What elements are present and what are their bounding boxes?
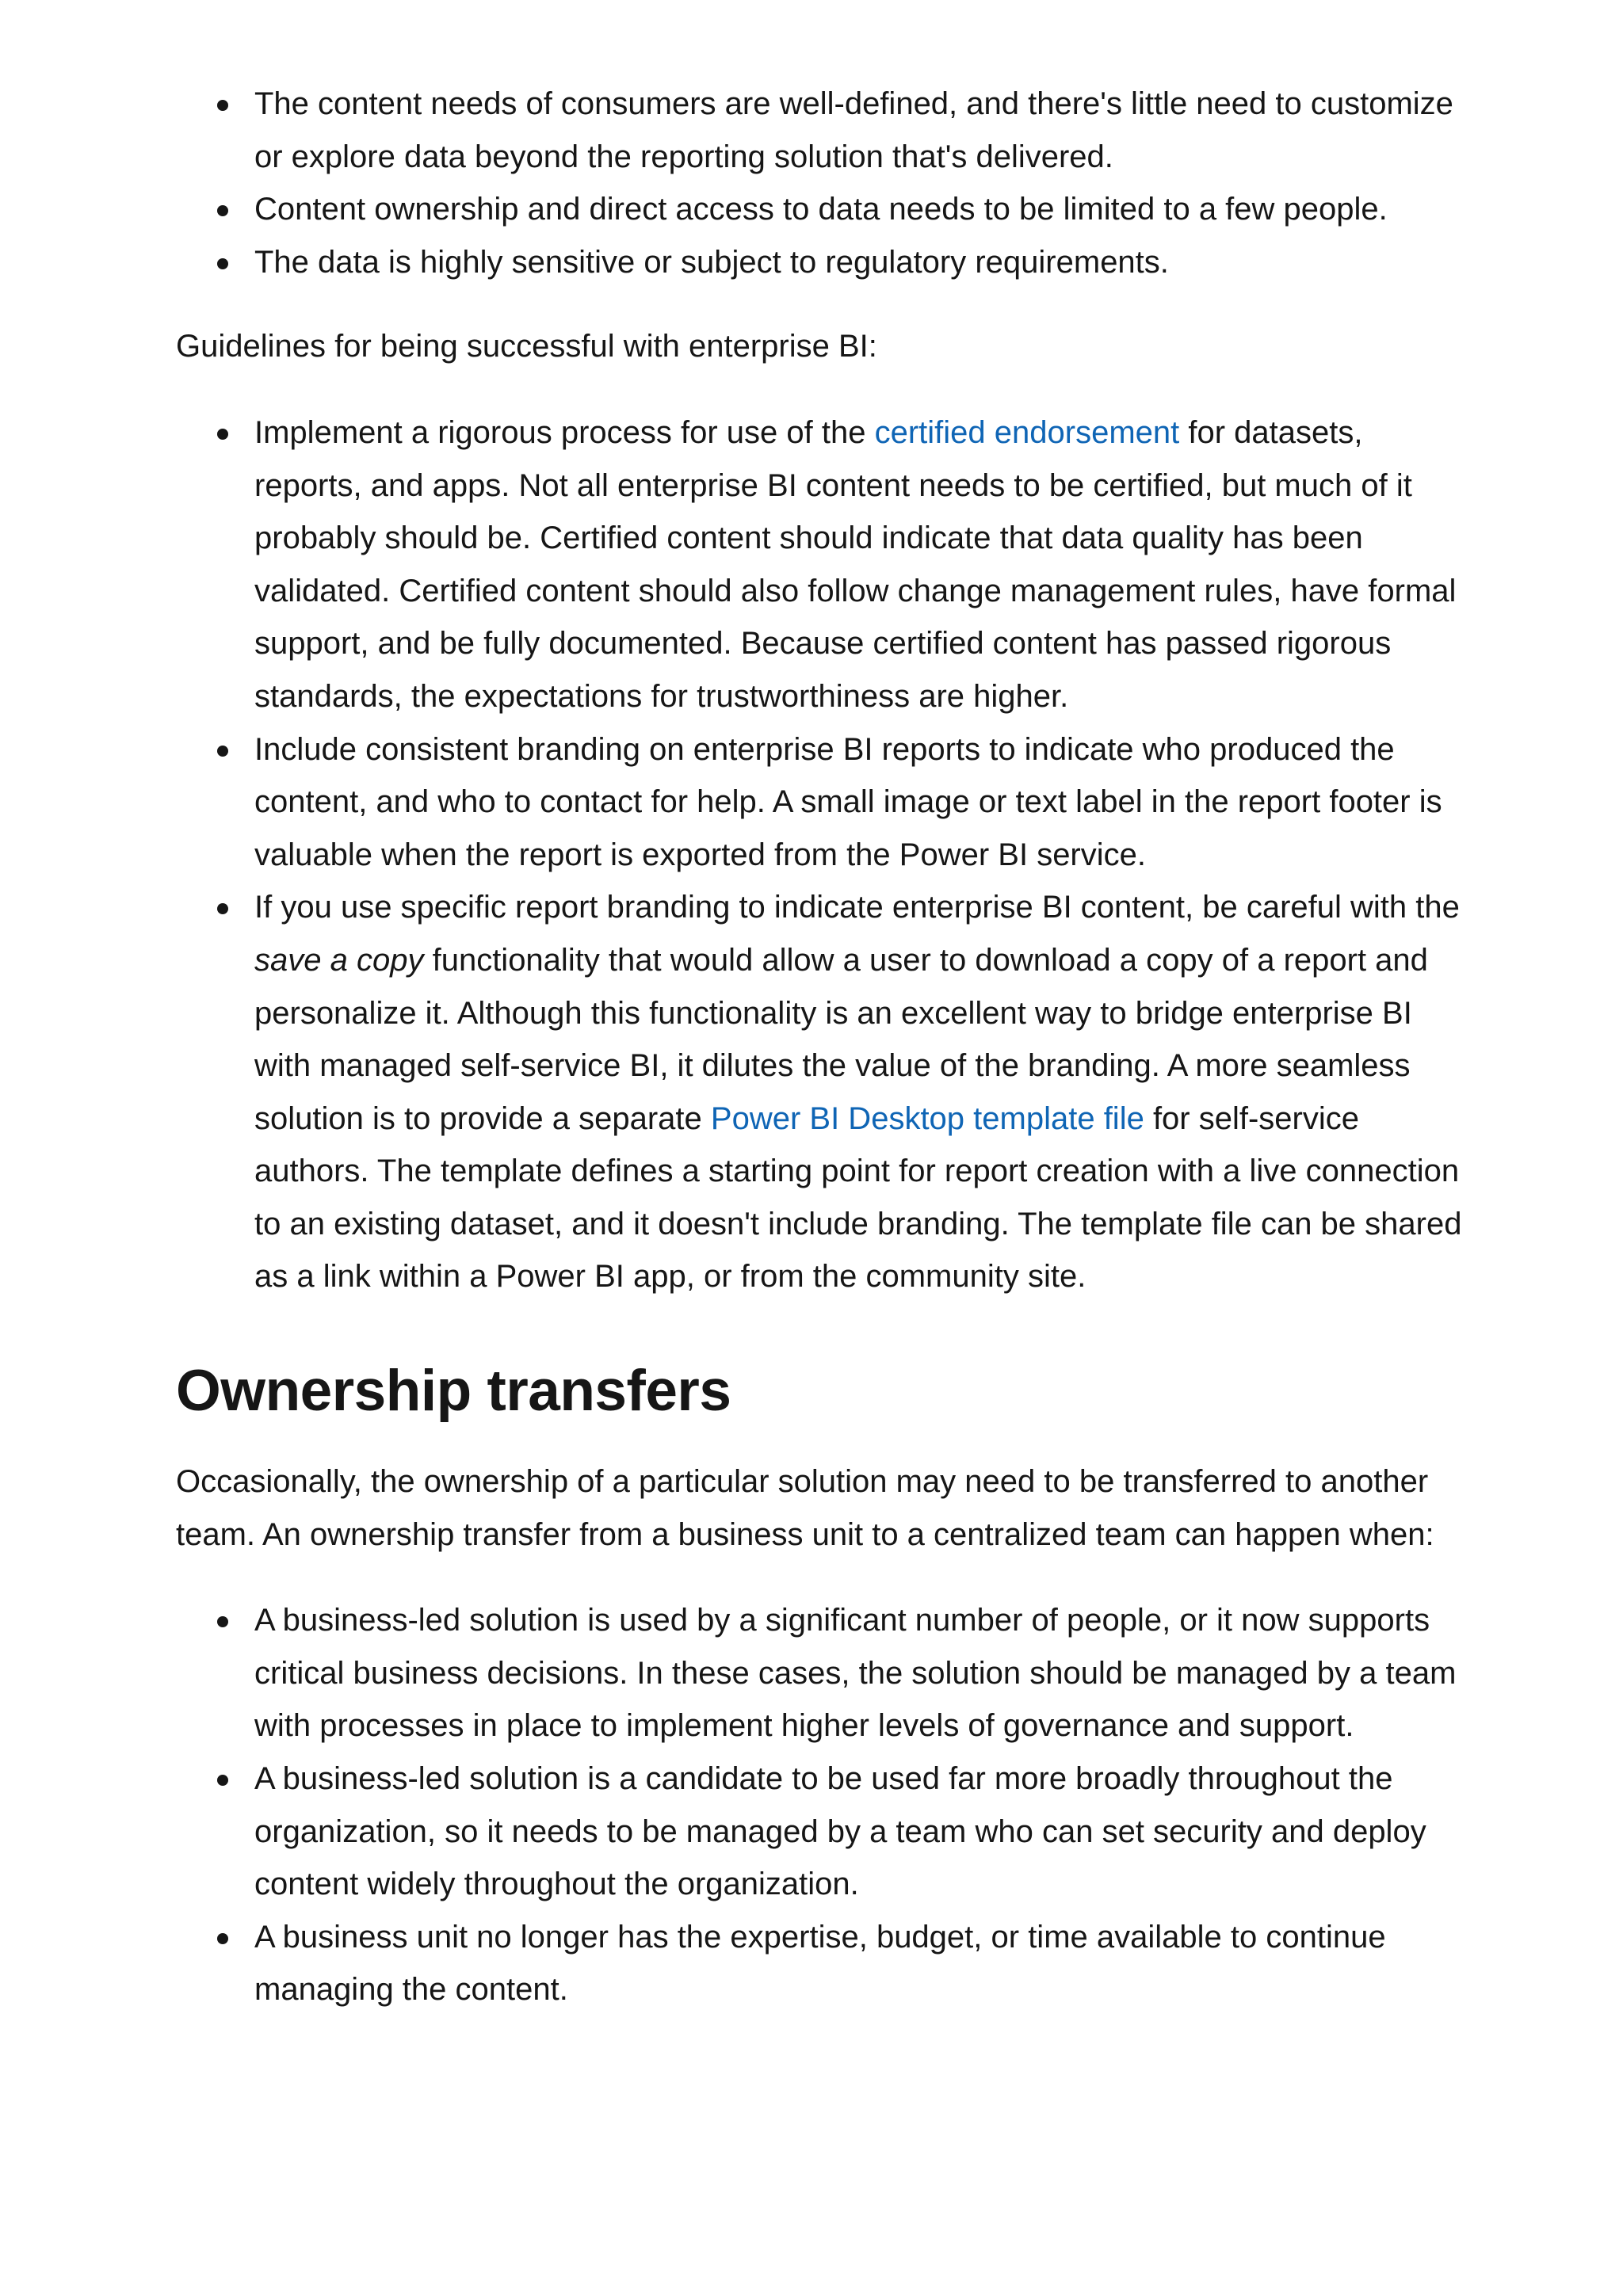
- list-item: The content needs of consumers are well-defined, and there's little need to customize or explore data beyond the reporting solution that's delivered.: [176, 78, 1476, 183]
- guidelines-intro: Guidelines for being successful with enterprise BI:: [176, 329, 877, 364]
- ownership-transfer-list: [176, 1594, 1476, 2016]
- list-item-text: functionality that would allow a user to download a copy of a report and personalize it. Although this functionality is an excellent way to bridge enterprise BI with managed self-service BI, it dilutes the value of the branding. A more seamless solution is to provide a separate: [254, 942, 1428, 1136]
- list-item: A business-led solution is used by a significant number of people, or it now supports critical business decisions. In these cases, the solution should be managed by a team with processes in place to implement higher levels of governance and support.: [176, 1594, 1476, 1753]
- list-item-text: Implement a rigorous process for use of the: [254, 414, 875, 450]
- consumer-needs-list: [176, 78, 1476, 288]
- certified-endorsement-link[interactable]: certified endorsement: [874, 414, 1180, 450]
- list-item: A business-led solution is a candidate to be used far more broadly throughout the organization, so it needs to be managed by a team who can set security and deploy content widely throughout the organization.: [176, 1753, 1476, 1911]
- document-page: [176, 78, 1476, 2016]
- list-item-text: for self-service authors. The template defines a starting point for report creation with a live connection to an existing dataset, and it doesn't include branding. The template file can be shared as a link within a Power BI app, or from the community site.: [254, 1100, 1462, 1295]
- list-item: Include consistent branding on enterprise BI reports to indicate who produced the content, and who to contact for help. A small image or text label in the report footer is valuable when the report is exported from the Power BI service.: [176, 723, 1476, 882]
- power-bi-desktop-template-link[interactable]: Power BI Desktop template file: [710, 1100, 1144, 1136]
- list-item-text: If you use specific report branding to indicate enterprise BI content, be careful with the: [254, 890, 1460, 925]
- ownership-intro: Occasionally, the ownership of a particular solution may need to be transferred to another team. An ownership transfer from a business unit to a centralized team can happen when:: [176, 1464, 1434, 1552]
- list-item: A business unit no longer has the expertise, budget, or time available to continue managing the content.: [176, 1911, 1476, 2016]
- guidelines-list: [176, 406, 1476, 1303]
- list-item-text: for datasets, reports, and apps. Not all enterprise BI content needs to be certified, but much of it probably should be. Certified content should indicate that data quality has been validated. Certified content should also follow change management rules, have formal support, and be fully documented. Because certified content has passed rigorous standards, the expectations for trustworthiness are higher.: [254, 414, 1457, 714]
- list-item: [176, 881, 1476, 1303]
- save-a-copy-emphasis: save a copy: [254, 942, 424, 978]
- list-item: [176, 406, 1476, 723]
- section-heading: Ownership transfers: [176, 1359, 731, 1424]
- list-item: Content ownership and direct access to data needs to be limited to a few people.: [176, 183, 1476, 236]
- list-item: The data is highly sensitive or subject to regulatory requirements.: [176, 236, 1476, 289]
